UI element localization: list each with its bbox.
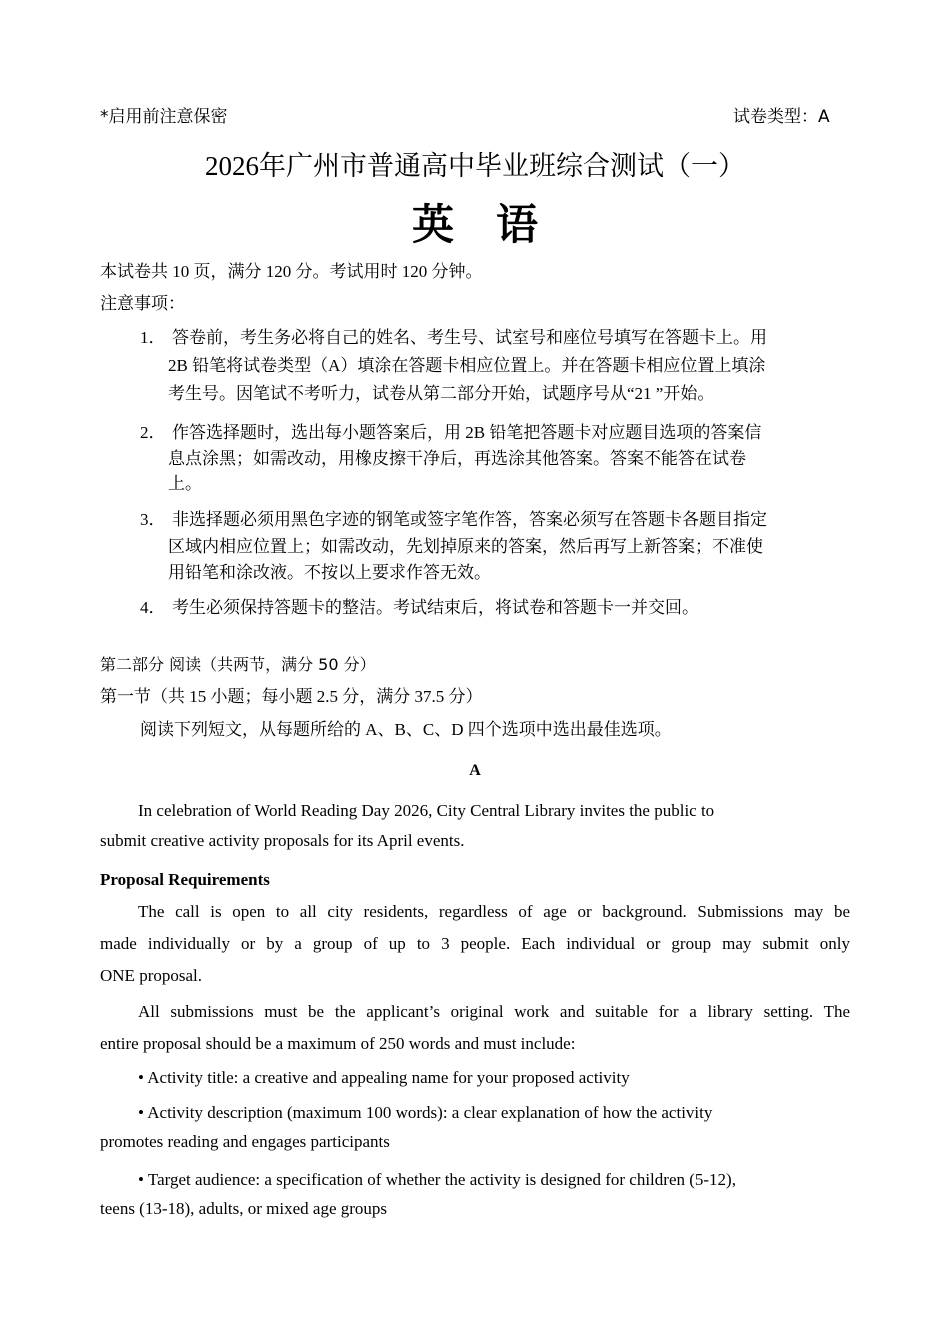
passage-line: made individually or by a group of up to 3 people. Each individual or group may submit only [100,934,850,953]
subject-title: 英 语 [411,200,538,249]
passage-label: A [469,762,481,779]
passage-line: In celebration of World Reading Day 2026, City Central Library invites the public to [138,801,715,820]
bullet-item-cont: promotes reading and engages participants [100,1132,390,1151]
section1-heading: 第一节（共 15 小题；每小题 2.5 分，满分 37.5 分） [100,687,483,706]
notes-heading: 注意事项： [100,294,185,314]
note-line: 考生必须保持答题卡的整洁。考试结束后，将试卷和答题卡一并交回。 [172,598,699,617]
bullet-item-cont: teens (13-18), adults, or mixed age groups [100,1199,388,1218]
exam-info: 本试卷共 10 页，满分 120 分。考试用时 120 分钟。 [100,262,483,281]
note-line: 非选择题必须用黑色字迹的钢笔或签字笔作答，答案必须写在答题卡各题目指定 [172,510,767,529]
confidential-label: *启用前注意保密 [100,107,228,127]
passage-line: submit creative activity proposals for its April events. [100,831,465,850]
note-line: 区域内相应位置上；如需改动，先划掉原来的答案，然后再写上新答案；不准使 [168,537,763,556]
exam-title: 2026年广州市普通高中毕业班综合测试（一） [205,151,745,181]
note-line: 2B 铅笔将试卷类型（A）填涂在答题卡相应位置上。并在答题卡相应位置上填涂 [168,356,766,375]
note-line: 考生号。因笔试不考听力，试卷从第二部分开始，试题序号从“21 ”开始。 [168,384,715,403]
note-number: 4． [140,598,166,617]
note-line: 答卷前，考生务必将自己的姓名、考生号、试室号和座位号填写在答题卡上。用 [172,328,767,347]
note-number: 2． [140,423,166,442]
passage-line: All submissions must be the applicant’s original work and suitable for a library setting. The [138,1002,850,1021]
passage-line: The call is open to all city residents, regardless of age or background. Submissions may be [138,902,850,921]
passage-line: entire proposal should be a maximum of 250 words and must include: [100,1034,576,1053]
note-number: 1． [140,328,166,347]
bullet-item: • Target audience: a specification of whether the activity is designed for children (5-12), [138,1170,736,1189]
bullet-item: • Activity description (maximum 100 words): a clear explanation of how the activity [138,1103,713,1122]
note-line: 息点涂黑；如需改动，用橡皮擦干净后，再选涂其他答案。答案不能答在试卷 [168,449,746,468]
reading-instruction: 阅读下列短文，从每题所给的 A、B、C、D 四个选项中选出最佳选项。 [140,720,672,739]
part2-heading: 第二部分 阅读（共两节，满分 50 分） [100,655,376,674]
note-line: 用铅笔和涂改液。不按以上要求作答无效。 [168,563,491,582]
passage-line: ONE proposal. [100,966,202,985]
requirements-heading: Proposal Requirements [100,870,270,889]
note-number: 3． [140,510,166,529]
bullet-item: • Activity title: a creative and appealing name for your proposed activity [138,1068,630,1087]
note-line: 上。 [168,474,202,493]
note-line: 作答选择题时，选出每小题答案后，用 2B 铅笔把答题卡对应题目选项的答案信 [172,423,762,442]
paper-type-label: 试卷类型：A [733,107,830,127]
